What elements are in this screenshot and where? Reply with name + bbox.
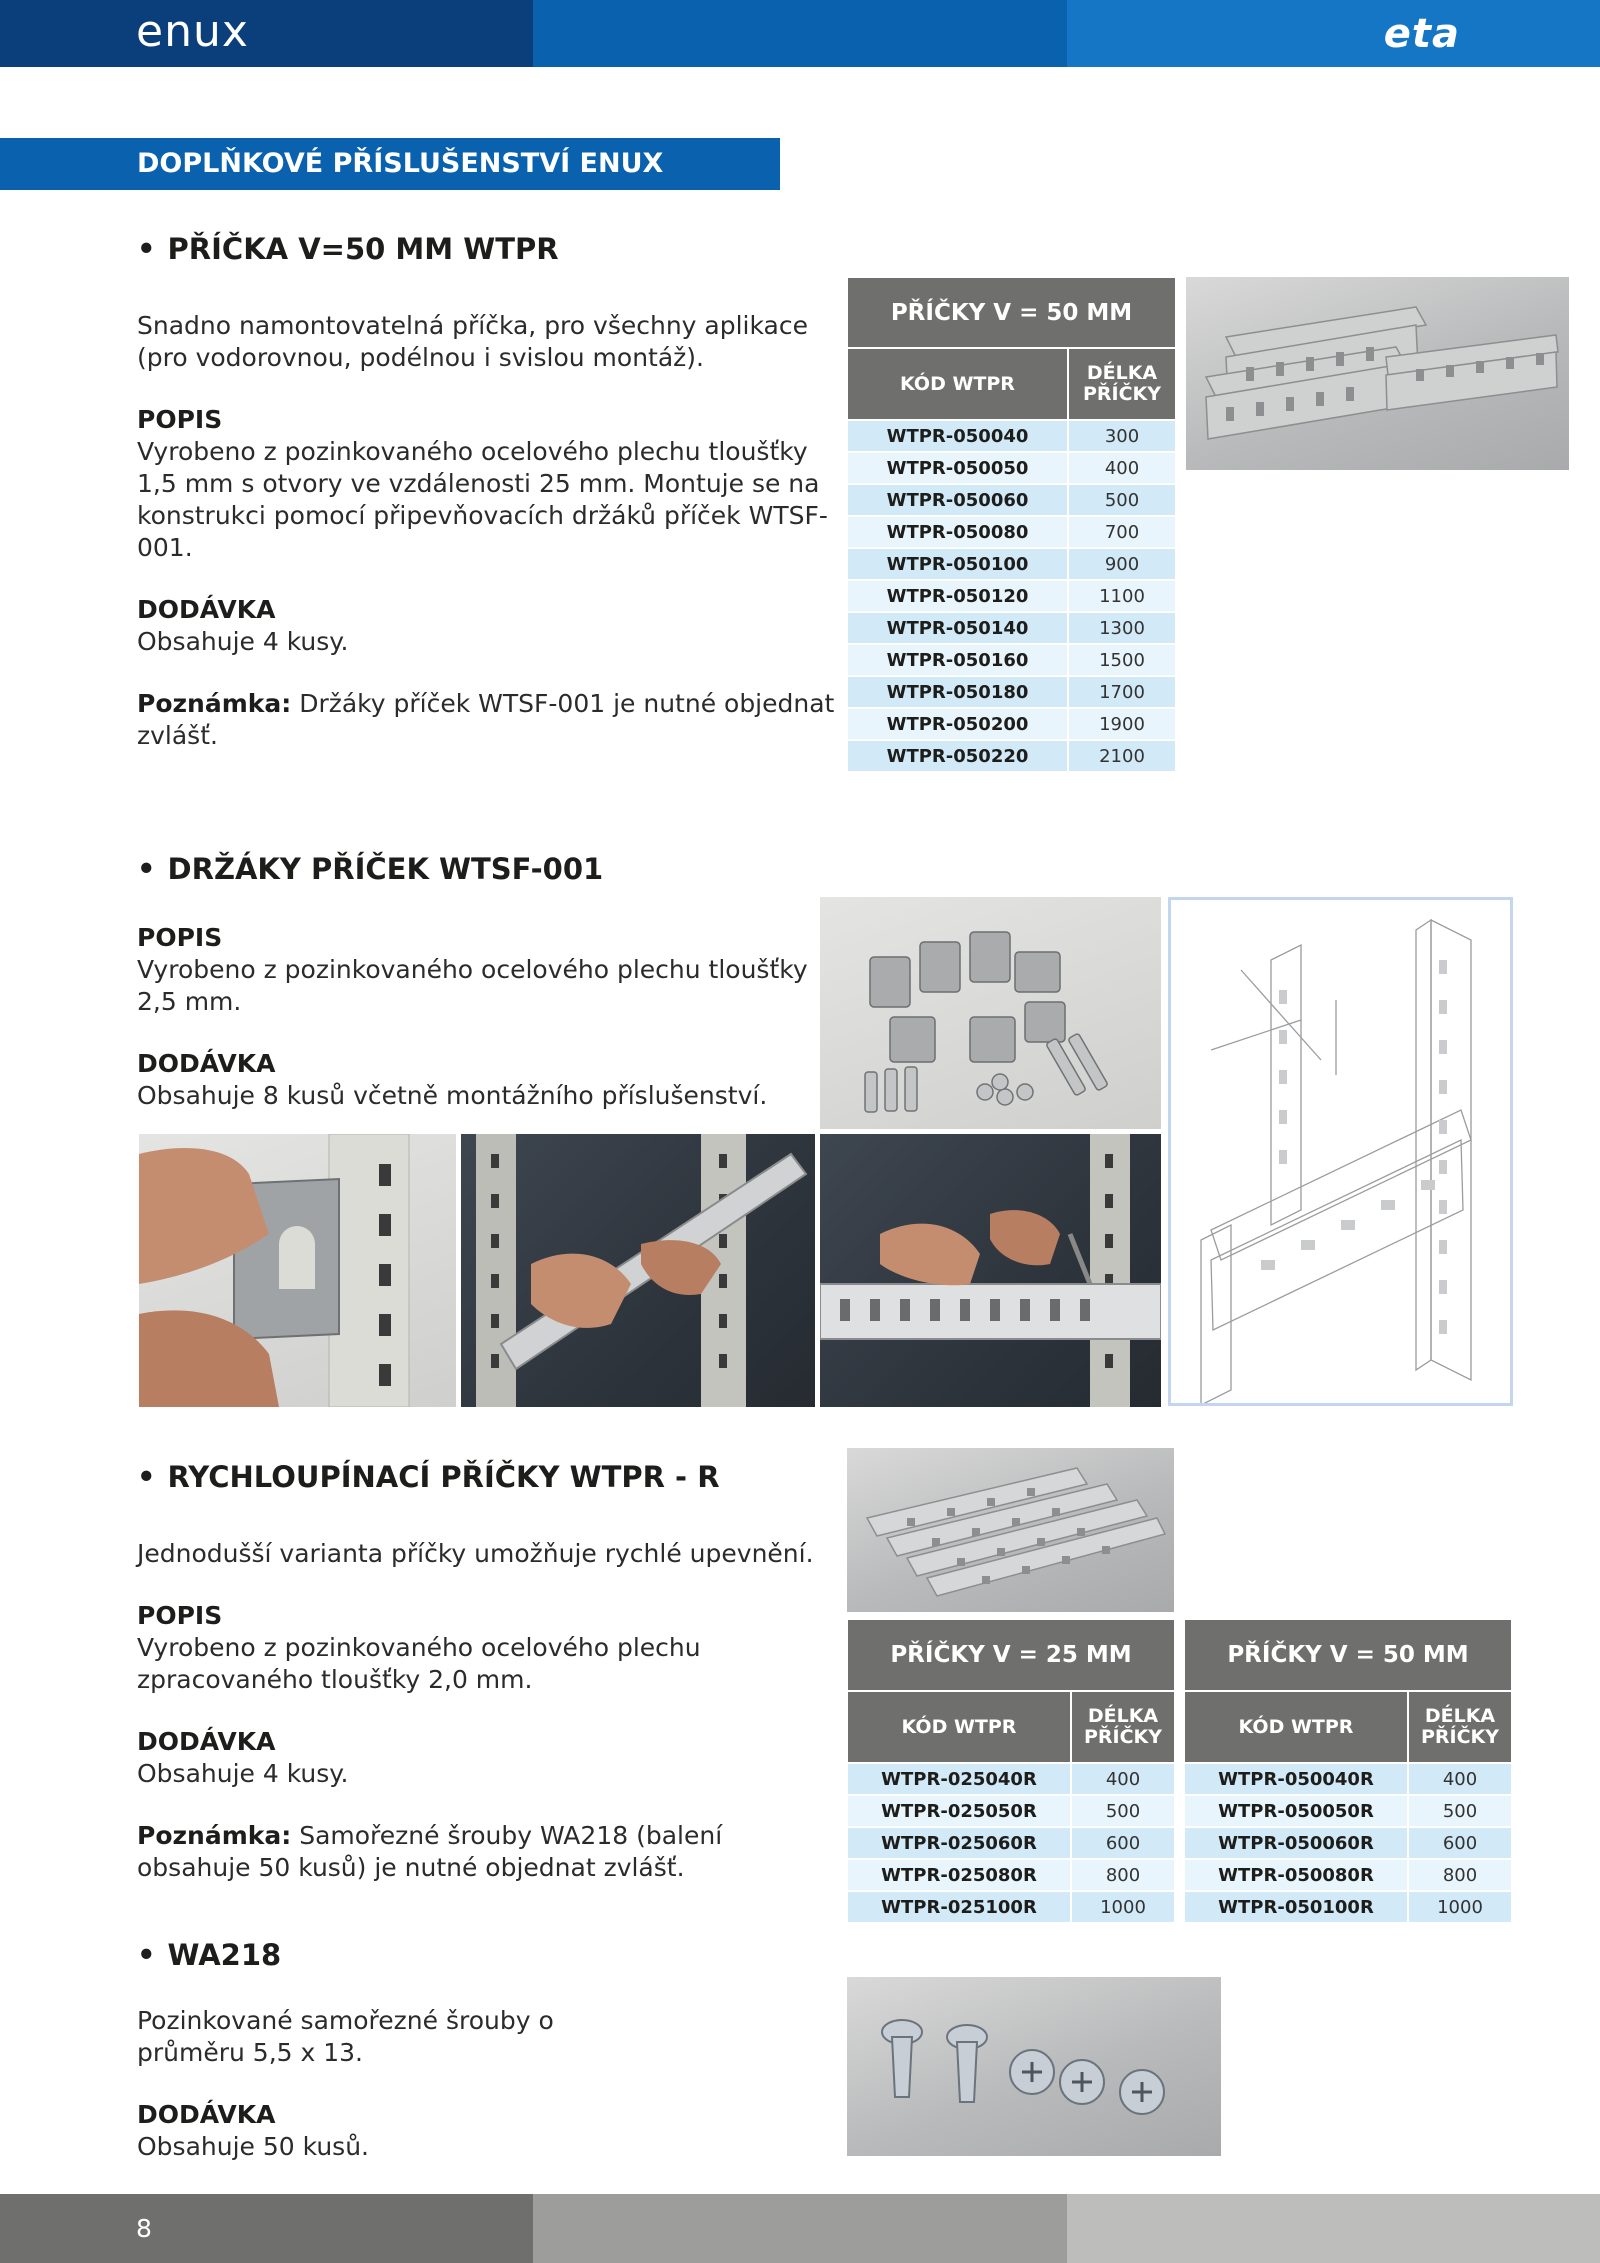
section-banner: DOPLŇKOVÉ PŘÍSLUŠENSTVÍ ENUX [0,138,780,190]
dodavka-text: Obsahuje 4 kusy. [137,1759,349,1788]
length-value: 300 [1068,420,1176,452]
length-value: 1000 [1071,1891,1175,1923]
assembly-illustration [1171,900,1510,1403]
dodavka-heading: DODÁVKA [137,2100,276,2129]
table-header-code: KÓD WTPR [847,348,1068,420]
length-value: 1700 [1068,676,1176,708]
table-wtpr-r-25 [846,1618,1176,1924]
table-row [847,1827,1175,1859]
table-row [1184,1795,1512,1827]
table-header-length: DÉLKA PŘÍČKY [1068,348,1176,420]
table-row [847,708,1176,740]
table-header-code: KÓD WTPR [1184,1691,1408,1763]
popis-text: Vyrobeno z pozinkovaného ocelového plechu tloušťky 1,5 mm s otvory ve vzdálenosti 25 mm. Montuje se na konstrukci pomocí připevňovacích držáků příček WTSF-001. [137,437,828,562]
section-title-wtpr-r: • RYCHLOUPÍNACÍ PŘÍČKY WTPR - R [137,1460,720,1494]
product-code: WTPR-050100 [847,548,1068,580]
table-row [847,740,1176,772]
table-caption: PŘÍČKY V = 25 MM [847,1619,1175,1691]
table-row [847,1763,1175,1795]
popis-heading: POPIS [137,1601,223,1630]
screws-illustration [847,1977,1221,2156]
length-value: 600 [1071,1827,1175,1859]
length-value: 1100 [1068,580,1176,612]
intro-text: Snadno namontovatelná příčka, pro všechny aplikace (pro vodorovnou, podélnou i svislou montáž). [137,311,808,372]
length-value: 700 [1068,516,1176,548]
table-caption: PŘÍČKY V = 50 MM [847,277,1176,348]
popis-text: Vyrobeno z pozinkovaného ocelového plechu zpracovaného tloušťky 2,0 mm. [137,1633,701,1694]
table-caption: PŘÍČKY V = 50 MM [1184,1619,1512,1691]
section-title-wtpr: • PŘÍČKA V=50 MM WTPR [137,232,559,266]
product-code: WTPR-050160 [847,644,1068,676]
section-text-wtsf [137,922,817,1142]
intro-text: Pozinkované samořezné šrouby o průměru 5,5 x 13. [137,2006,554,2067]
note-text: Samořezné šrouby WA218 (balení obsahuje 50 kusů) je nutné objednat zvlášť. [137,1821,723,1882]
table-header-length: DÉLKA PŘÍČKY [1071,1691,1175,1763]
length-value: 2100 [1068,740,1176,772]
length-value: 500 [1071,1795,1175,1827]
product-code: WTPR-025050R [847,1795,1071,1827]
product-code: WTPR-050100R [1184,1891,1408,1923]
dodavka-text: Obsahuje 8 kusů včetně montážního příslušenství. [137,1081,768,1110]
quick-crossbar-photo [847,1448,1174,1612]
product-code: WTPR-050050 [847,452,1068,484]
product-code: WTPR-050200 [847,708,1068,740]
product-code: WTPR-050220 [847,740,1068,772]
mounting-photo-2 [461,1134,815,1407]
product-code: WTPR-050120 [847,580,1068,612]
table-row [847,516,1176,548]
section-text-wa218 [137,2005,567,2193]
table-row [847,1795,1175,1827]
section-title-wtsf: • DRŽÁKY PŘÍČEK WTSF-001 [137,852,604,886]
product-code: WTPR-025080R [847,1859,1071,1891]
dodavka-heading: DODÁVKA [137,1727,276,1756]
table-header-code: KÓD WTPR [847,1691,1071,1763]
mounting-photo-3 [820,1134,1161,1407]
length-value: 1300 [1068,612,1176,644]
table-body [847,420,1176,772]
screws-photo [847,1977,1221,2156]
length-value: 800 [1408,1859,1512,1891]
note-label: Poznámka: [137,689,292,718]
crossbar-illustration [1186,277,1569,470]
length-value: 800 [1071,1859,1175,1891]
length-value: 500 [1408,1795,1512,1827]
brackets-illustration [820,897,1161,1129]
table-row [847,580,1176,612]
product-code: WTPR-025060R [847,1827,1071,1859]
table-wtpr-r-50 [1183,1618,1513,1924]
table-row [847,644,1176,676]
product-code: WTPR-050050R [1184,1795,1408,1827]
table-row [847,612,1176,644]
product-code: WTPR-050060 [847,484,1068,516]
page-number: 8 [136,2214,152,2243]
note-text: Držáky příček WTSF-001 je nutné objednat zvlášť. [137,689,835,750]
popis-heading: POPIS [137,405,223,434]
length-value: 600 [1408,1827,1512,1859]
popis-text: Vyrobeno z pozinkovaného ocelového plechu tloušťky 2,5 mm. [137,955,808,1016]
section-text-wtpr [137,310,837,782]
table-row [847,452,1176,484]
dodavka-text: Obsahuje 4 kusy. [137,627,349,656]
length-value: 400 [1071,1763,1175,1795]
quick-crossbar-illustration [847,1448,1174,1612]
table-header-length: DÉLKA PŘÍČKY [1408,1691,1512,1763]
assembly-drawing [1168,897,1513,1406]
length-value: 500 [1068,484,1176,516]
table-row [847,420,1176,452]
table-row [847,1891,1175,1923]
page-header [0,0,1600,67]
product-code: WTPR-050040R [1184,1763,1408,1795]
length-value: 400 [1068,452,1176,484]
table-row [1184,1827,1512,1859]
length-value: 1900 [1068,708,1176,740]
product-code: WTPR-050060R [1184,1827,1408,1859]
intro-text: Jednodušší varianta příčky umožňuje rychlé upevnění. [137,1539,814,1568]
table-row [1184,1763,1512,1795]
table-body [847,1763,1175,1923]
brackets-photo [820,897,1161,1129]
table-row [847,676,1176,708]
length-value: 400 [1408,1763,1512,1795]
mounting-illustration-2 [461,1134,815,1407]
enux-logo: enux [136,6,249,57]
length-value: 1000 [1408,1891,1512,1923]
product-code: WTPR-050040 [847,420,1068,452]
dodavka-heading: DODÁVKA [137,595,276,624]
eta-logo: eta [1383,11,1460,57]
product-code: WTPR-050080 [847,516,1068,548]
dodavka-text: Obsahuje 50 kusů. [137,2132,369,2161]
product-code: WTPR-050140 [847,612,1068,644]
product-code: WTPR-025040R [847,1763,1071,1795]
product-code: WTPR-025100R [847,1891,1071,1923]
table-row [1184,1891,1512,1923]
popis-heading: POPIS [137,923,223,952]
length-value: 1500 [1068,644,1176,676]
product-code: WTPR-050080R [1184,1859,1408,1891]
note-label: Poznámka: [137,1821,292,1850]
table-row [847,548,1176,580]
mounting-illustration-1 [139,1134,456,1407]
length-value: 900 [1068,548,1176,580]
table-row [847,1859,1175,1891]
page-footer [0,2194,1600,2263]
mounting-photo-1 [139,1134,456,1407]
section-text-wtpr-r [137,1538,837,1914]
table-body [1184,1763,1512,1923]
dodavka-heading: DODÁVKA [137,1049,276,1078]
table-row [1184,1859,1512,1891]
table-wtpr-50 [846,276,1177,773]
section-title-wa218: • WA218 [137,1938,282,1972]
crossbar-photo [1186,277,1569,470]
mounting-illustration-3 [820,1134,1161,1407]
table-row [847,484,1176,516]
product-code: WTPR-050180 [847,676,1068,708]
